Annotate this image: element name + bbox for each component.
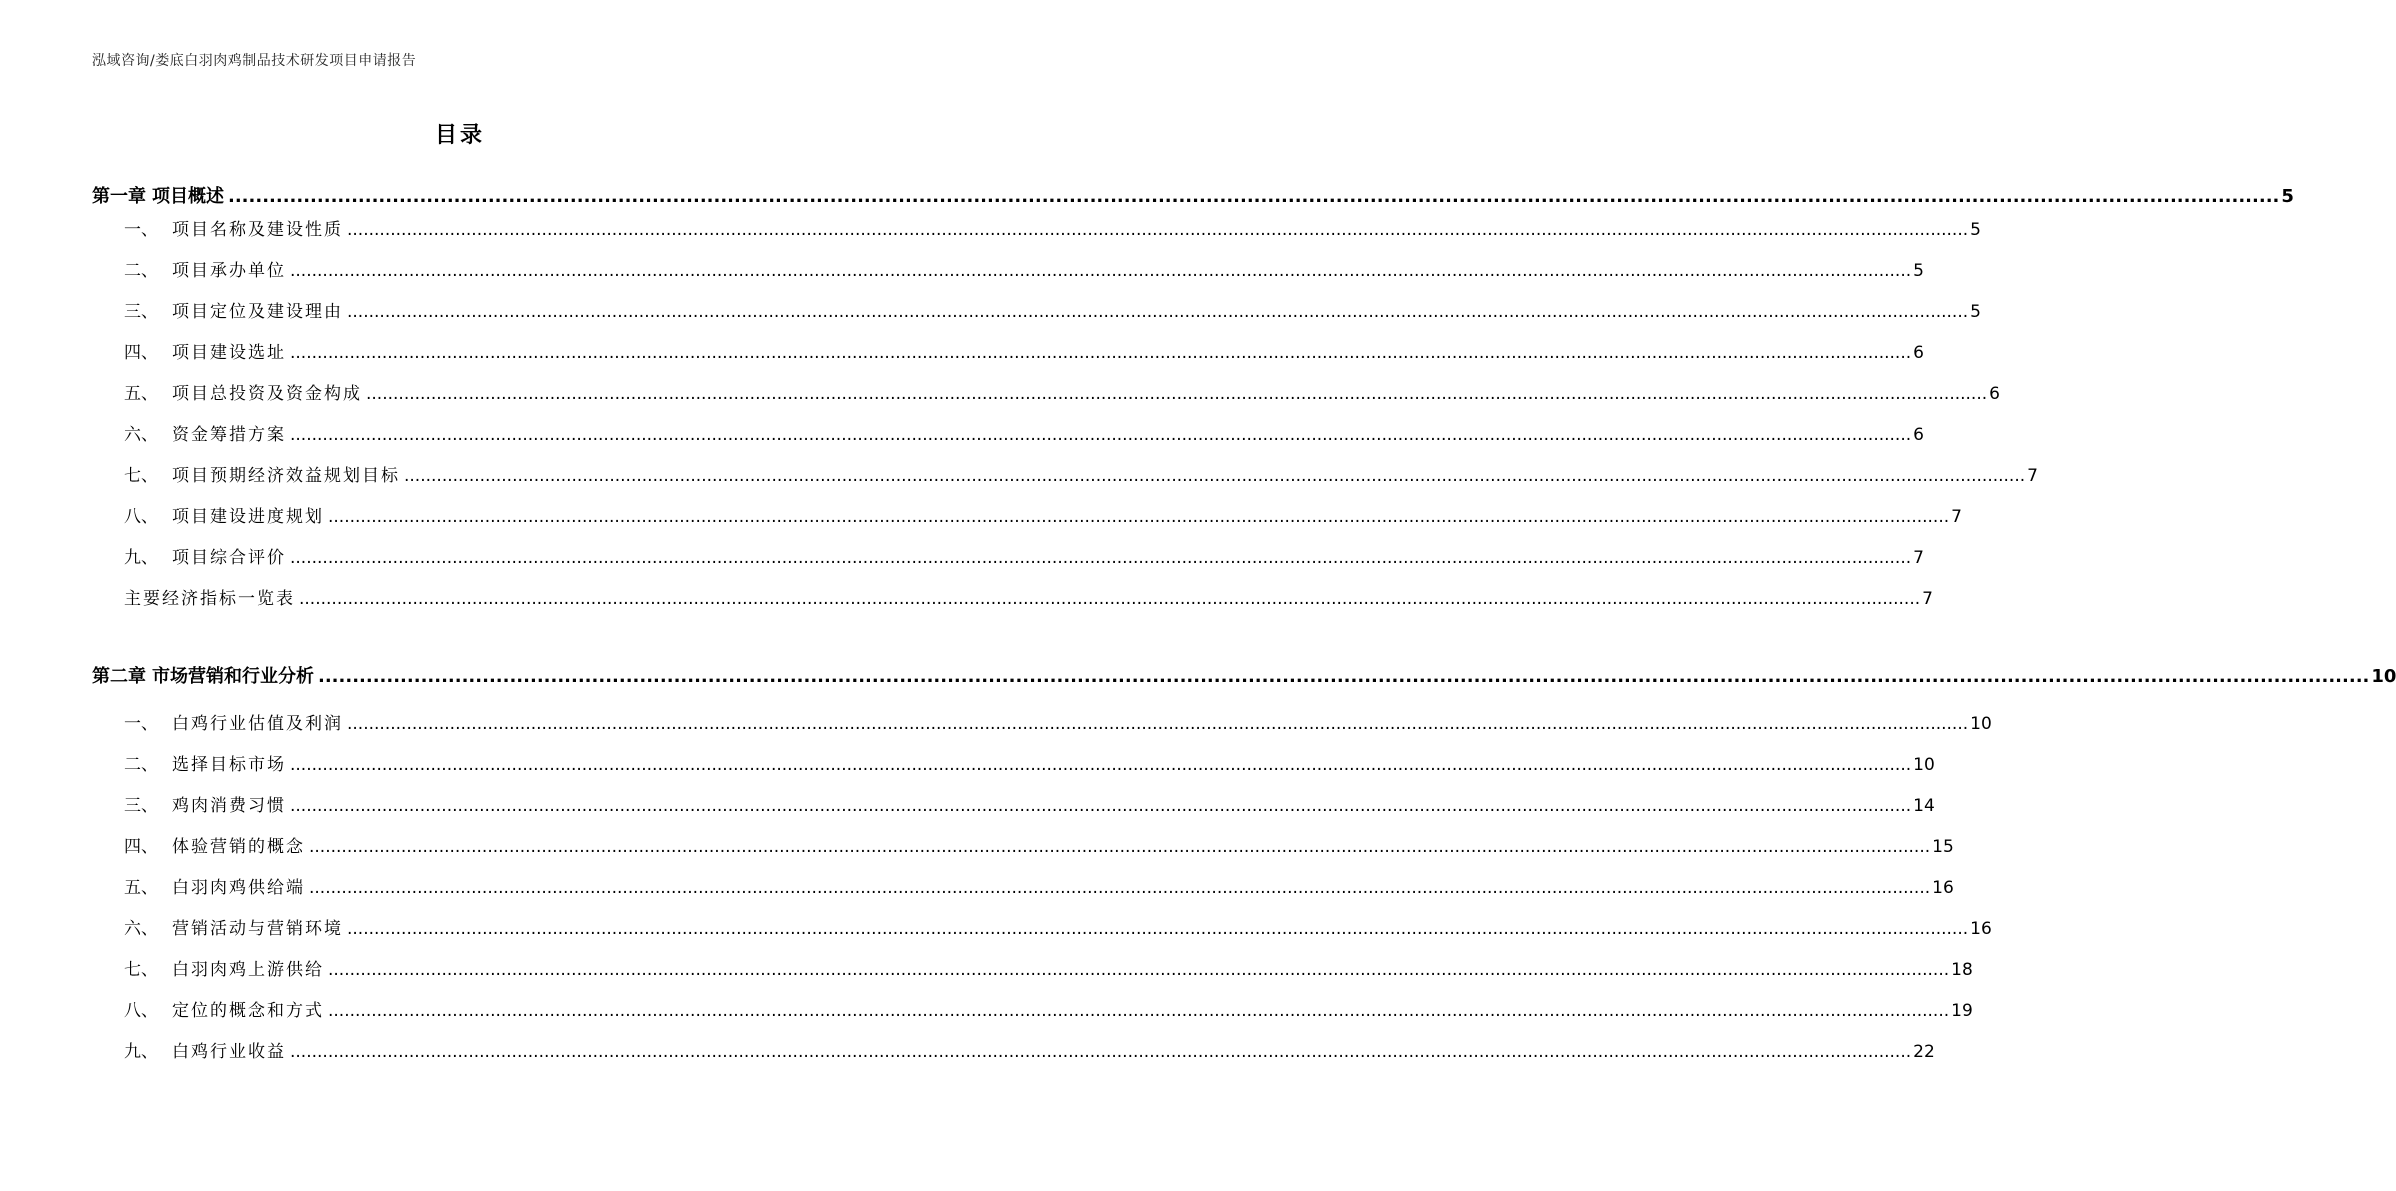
toc-entry-page: 10 [2371, 666, 2396, 687]
toc-entry-number: 一、 [124, 220, 158, 240]
toc-entry[interactable] [124, 420, 1924, 450]
toc-entry-label [124, 338, 286, 368]
toc-entry-title: 白羽肉鸡上游供给 [172, 960, 324, 980]
toc-entry-title: 营销活动与营销环境 [172, 919, 343, 939]
toc-entry-page: 14 [1913, 796, 1935, 816]
toc-entry-number: 三、 [124, 302, 158, 322]
toc-entry-page: 6 [1913, 425, 1924, 445]
dot-leader: ............................................................................................................................................................................................................................................................................................................ [404, 466, 2026, 486]
toc-entry-label [92, 182, 224, 212]
dot-leader: ............................................................................................................................................................................................................................................................................................................ [290, 796, 1912, 816]
toc-entry[interactable] [124, 297, 1981, 327]
toc-entry-label [124, 215, 343, 245]
toc-entry[interactable] [124, 873, 1954, 903]
toc-entry-page: 18 [1951, 960, 1973, 980]
dot-leader: ............................................................................................................................................................................................................................................................................................................ [290, 755, 1912, 775]
toc-entry-number: 四、 [124, 837, 158, 857]
toc-entry-number: 九、 [124, 1042, 158, 1062]
toc-entry[interactable] [124, 955, 1973, 985]
toc-entry[interactable] [124, 1037, 1935, 1067]
toc-title: 目录 [434, 123, 485, 148]
toc-entry-title: 定位的概念和方式 [172, 1001, 324, 1021]
toc-entry-title: 项目概述 [152, 186, 224, 207]
toc-entry-title: 项目定位及建设理由 [172, 302, 343, 322]
toc-entry-title: 项目建设进度规划 [172, 507, 324, 527]
toc-entry-title: 项目预期经济效益规划目标 [172, 466, 400, 486]
toc-entry-label [124, 1037, 286, 1067]
toc-entry-label [124, 379, 362, 409]
toc-entry-label [124, 256, 286, 286]
toc-entry-number: 二、 [124, 755, 158, 775]
toc-entry-page: 5 [1970, 220, 1981, 240]
toc-entry-label [124, 750, 286, 780]
toc-entry-number: 六、 [124, 919, 158, 939]
toc-entry-number: 五、 [124, 878, 158, 898]
running-header: 泓域咨询/娄底白羽肉鸡制品技术研发项目申请报告 [92, 53, 417, 69]
dot-leader: ............................................................................................................................................................................................................................................................................................................ [228, 186, 2280, 207]
toc-entry[interactable] [124, 996, 1973, 1026]
toc-entry-label [124, 996, 324, 1026]
toc-entry-title: 项目综合评价 [172, 548, 286, 568]
toc-entry-number: 七、 [124, 960, 158, 980]
toc-entry-title: 项目名称及建设性质 [172, 220, 343, 240]
toc-entry[interactable] [124, 914, 1992, 944]
toc-entry-page: 16 [1970, 919, 1992, 939]
toc-entry[interactable] [124, 750, 1935, 780]
toc-entry-page: 15 [1932, 837, 1954, 857]
toc-entry-label [124, 461, 400, 491]
toc-entry-page: 6 [1989, 384, 2000, 404]
toc-chapter-2[interactable] [92, 662, 2396, 692]
dot-leader: ............................................................................................................................................................................................................................................................................................................ [328, 1001, 1950, 1021]
toc-entry-number: 九、 [124, 548, 158, 568]
toc-entry-title: 鸡肉消费习惯 [172, 796, 286, 816]
toc-entry-page: 5 [1970, 302, 1981, 322]
dot-leader: ............................................................................................................................................................................................................................................................................................................ [299, 589, 1921, 609]
toc-entry-title: 主要经济指标一览表 [124, 589, 295, 609]
toc-entry[interactable] [124, 338, 1924, 368]
toc-entry-page: 16 [1932, 878, 1954, 898]
toc-entry-label [124, 584, 295, 614]
toc-entry[interactable] [124, 461, 2038, 491]
toc-entry-label [124, 502, 324, 532]
dot-leader: ............................................................................................................................................................................................................................................................................................................ [290, 261, 1912, 281]
toc-entry-number: 第二章 [92, 666, 146, 687]
toc-entry-page: 7 [1951, 507, 1962, 527]
toc-entry[interactable] [124, 379, 2000, 409]
toc-entry-number: 一、 [124, 714, 158, 734]
toc-entry-page: 19 [1951, 1001, 1973, 1021]
dot-leader: ............................................................................................................................................................................................................................................................................................................ [318, 666, 2370, 687]
toc-entry-page: 6 [1913, 343, 1924, 363]
toc-entry-title: 选择目标市场 [172, 755, 286, 775]
toc-entry-title: 项目建设选址 [172, 343, 286, 363]
toc-entry[interactable] [124, 256, 1924, 286]
toc-entry-page: 7 [1913, 548, 1924, 568]
toc-entry[interactable] [124, 215, 1981, 245]
toc-entry-number: 八、 [124, 507, 158, 527]
toc-entry-number: 七、 [124, 466, 158, 486]
dot-leader: ............................................................................................................................................................................................................................................................................................................ [347, 714, 1969, 734]
toc-entry-title: 体验营销的概念 [172, 837, 305, 857]
toc-entry-page: 22 [1913, 1042, 1935, 1062]
toc-entry-title: 白鸡行业估值及利润 [172, 714, 343, 734]
toc-entry-title: 项目总投资及资金构成 [172, 384, 362, 404]
dot-leader: ............................................................................................................................................................................................................................................................................................................ [290, 548, 1912, 568]
toc-entry-number: 五、 [124, 384, 158, 404]
dot-leader: ............................................................................................................................................................................................................................................................................................................ [347, 220, 1969, 240]
toc-entry-title: 白羽肉鸡供给端 [172, 878, 305, 898]
toc-entry-page: 5 [2281, 186, 2294, 207]
toc-entry[interactable] [124, 832, 1954, 862]
toc-entry[interactable] [124, 709, 1992, 739]
dot-leader: ............................................................................................................................................................................................................................................................................................................ [290, 1042, 1912, 1062]
dot-leader: ............................................................................................................................................................................................................................................................................................................ [347, 919, 1969, 939]
toc-entry-number: 二、 [124, 261, 158, 281]
dot-leader: ............................................................................................................................................................................................................................................................................................................ [309, 837, 1931, 857]
toc-entry-page: 7 [2027, 466, 2038, 486]
toc-entry-label [124, 420, 286, 450]
toc-entry-title: 项目承办单位 [172, 261, 286, 281]
toc-entry-page: 10 [1970, 714, 1992, 734]
toc-entry-page: 5 [1913, 261, 1924, 281]
toc-entry[interactable] [124, 502, 1962, 532]
toc-entry-label [124, 297, 343, 327]
dot-leader: ............................................................................................................................................................................................................................................................................................................ [328, 507, 1950, 527]
dot-leader: ............................................................................................................................................................................................................................................................................................................ [309, 878, 1931, 898]
toc-entry-page: 7 [1922, 589, 1933, 609]
toc-chapter-1[interactable] [92, 182, 2294, 212]
toc-entry[interactable] [124, 791, 1935, 821]
dot-leader: ............................................................................................................................................................................................................................................................................................................ [290, 425, 1912, 445]
toc-entry-label [124, 832, 305, 862]
toc-entry[interactable] [124, 584, 1933, 614]
dot-leader: ............................................................................................................................................................................................................................................................................................................ [347, 302, 1969, 322]
toc-entry-label [124, 914, 343, 944]
toc-entry-label [124, 955, 324, 985]
toc-entry-label [124, 791, 286, 821]
dot-leader: ............................................................................................................................................................................................................................................................................................................ [328, 960, 1950, 980]
dot-leader: ............................................................................................................................................................................................................................................................................................................ [290, 343, 1912, 363]
toc-entry-label [92, 662, 314, 692]
dot-leader: ............................................................................................................................................................................................................................................................................................................ [366, 384, 1988, 404]
toc-entry-label [124, 543, 286, 573]
toc-entry-number: 第一章 [92, 186, 146, 207]
toc-entry-number: 六、 [124, 425, 158, 445]
toc-entry-label [124, 709, 343, 739]
toc-entry-number: 三、 [124, 796, 158, 816]
toc-entry-number: 八、 [124, 1001, 158, 1021]
toc-entry-title: 资金筹措方案 [172, 425, 286, 445]
toc-entry[interactable] [124, 543, 1924, 573]
toc-entry-title: 白鸡行业收益 [172, 1042, 286, 1062]
toc-entry-title: 市场营销和行业分析 [152, 666, 314, 687]
toc-entry-label [124, 873, 305, 903]
toc-entry-page: 10 [1913, 755, 1935, 775]
toc-entry-number: 四、 [124, 343, 158, 363]
